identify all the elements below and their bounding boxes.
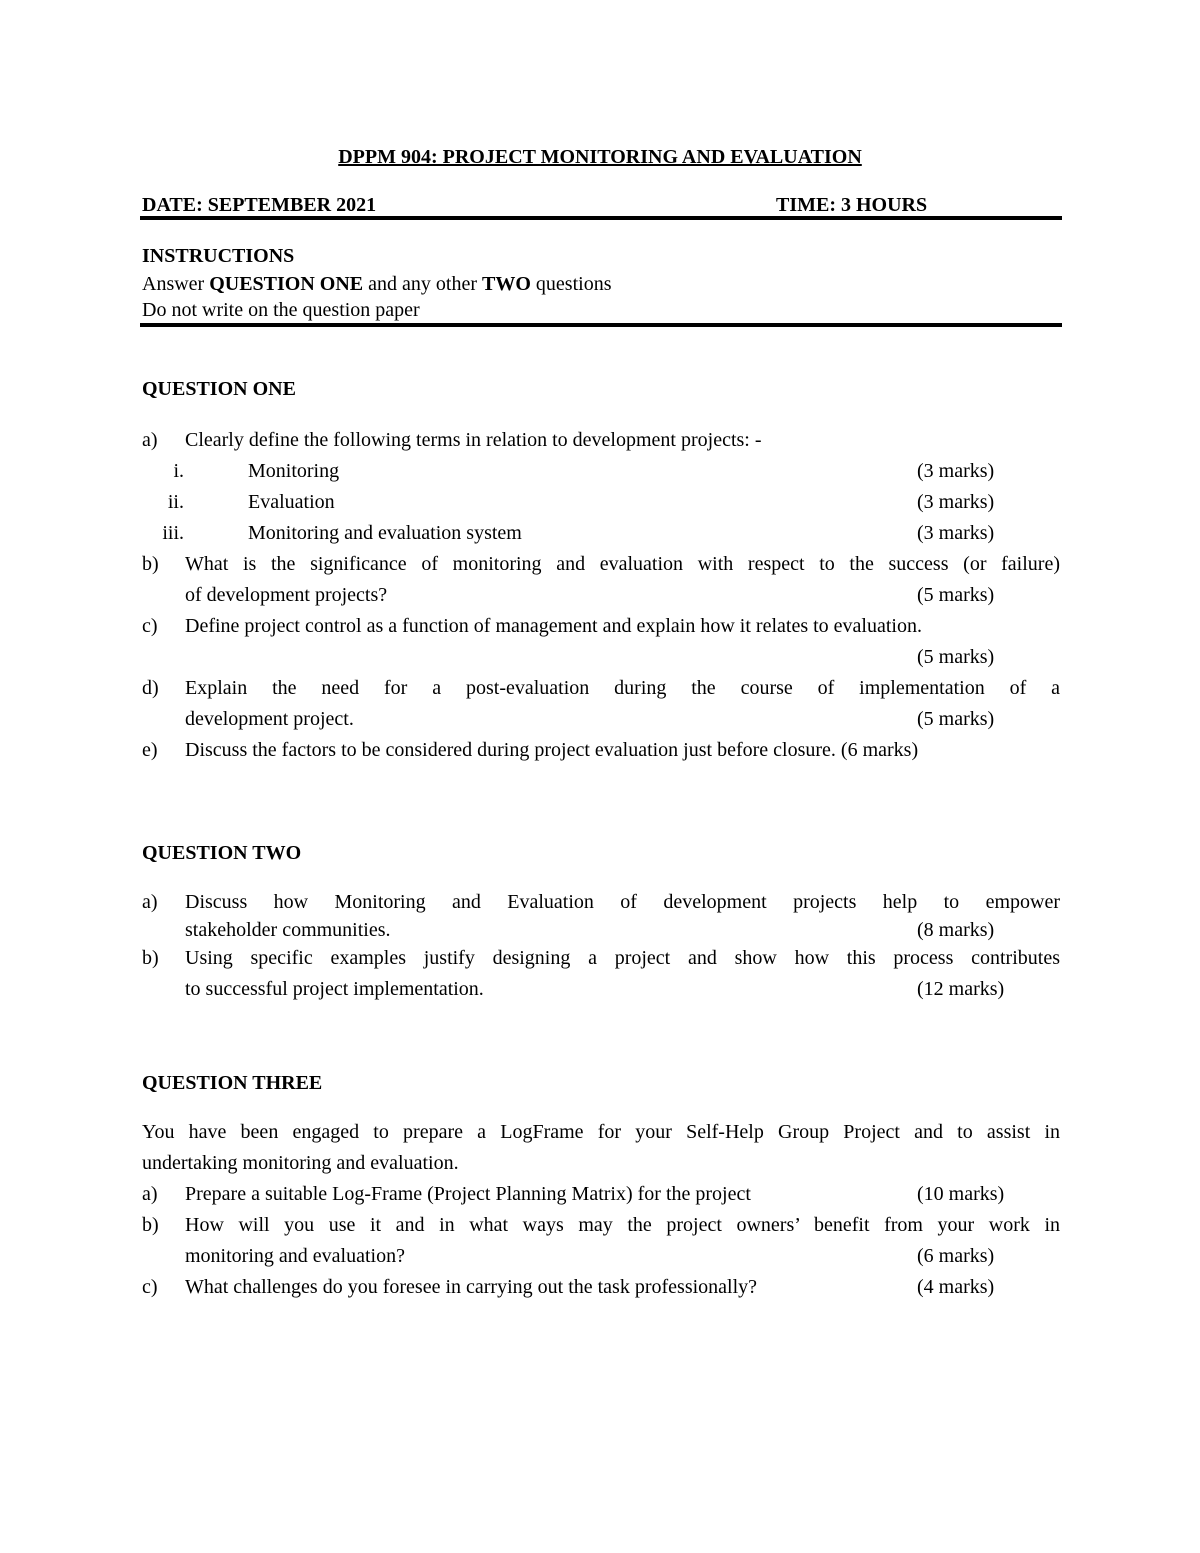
instr-text: and any other bbox=[363, 273, 483, 295]
q3-item-c bbox=[142, 1272, 1062, 1303]
item-text: Using specific examples justify designing a project and show how this process contributes bbox=[185, 947, 1060, 969]
q1-item-d bbox=[142, 673, 1062, 704]
marks-label: (5 marks) bbox=[917, 708, 995, 730]
question-three-heading: QUESTION THREE bbox=[142, 1072, 323, 1094]
item-text: Discuss the factors to be considered during project evaluation just before closure. (6 marks) bbox=[185, 739, 919, 761]
item-label: a) bbox=[142, 429, 158, 451]
item-text: stakeholder communities. bbox=[185, 919, 391, 941]
question-two-heading: QUESTION TWO bbox=[142, 842, 302, 864]
exam-title: DPPM 904: PROJECT MONITORING AND EVALUATION bbox=[338, 146, 862, 168]
q1-item-a-i bbox=[142, 456, 1062, 487]
item-text: monitoring and evaluation? bbox=[185, 1245, 405, 1267]
marks-label: (5 marks) bbox=[917, 646, 995, 668]
instructions-line-2: Do not write on the question paper bbox=[142, 299, 420, 321]
question-one-section bbox=[142, 374, 1062, 766]
item-text: What challenges do you foresee in carrying out the task professionally? bbox=[185, 1276, 758, 1298]
q1-item-c bbox=[142, 611, 1062, 642]
instructions-divider bbox=[140, 323, 1062, 327]
item-label: c) bbox=[142, 1276, 158, 1298]
marks-label: (3 marks) bbox=[917, 460, 995, 482]
marks-label: (5 marks) bbox=[917, 584, 995, 606]
q3-intro-line-1 bbox=[142, 1117, 1062, 1148]
q2-item-b bbox=[142, 943, 1062, 974]
item-label: b) bbox=[142, 553, 159, 575]
item-label: b) bbox=[142, 947, 159, 969]
q1-item-a-ii bbox=[142, 487, 1062, 518]
item-text: Discuss how Monitoring and Evaluation of development projects help to empower bbox=[185, 891, 1060, 913]
marks-label: (6 marks) bbox=[917, 1245, 995, 1267]
instructions-section bbox=[142, 241, 1062, 326]
item-text: Prepare a suitable Log-Frame (Project Planning Matrix) for the project bbox=[185, 1183, 751, 1205]
item-text: Explain the need for a post-evaluation during the course of implementation of a bbox=[185, 677, 1060, 699]
marks-label: (8 marks) bbox=[917, 919, 995, 941]
q1-item-a-iii bbox=[142, 518, 1062, 549]
q3-item-b bbox=[142, 1210, 1062, 1241]
q1-item-a bbox=[142, 425, 1062, 456]
item-label: b) bbox=[142, 1214, 159, 1236]
subitem-text: Monitoring and evaluation system bbox=[248, 522, 522, 544]
q1-item-d-cont bbox=[142, 704, 1062, 735]
instr-bold-question-one: QUESTION ONE bbox=[209, 273, 364, 295]
item-text: development project. bbox=[185, 708, 354, 730]
subitem-label: ii. bbox=[167, 491, 184, 513]
item-label: a) bbox=[142, 1183, 158, 1205]
intro-text: undertaking monitoring and evaluation. bbox=[142, 1152, 459, 1174]
subitem-text: Monitoring bbox=[248, 460, 340, 482]
q2-item-a bbox=[142, 887, 1062, 915]
q2-item-b-cont bbox=[142, 974, 1062, 1005]
marks-label: (3 marks) bbox=[917, 491, 995, 513]
instr-text: Answer bbox=[142, 273, 210, 295]
instr-bold-two: TWO bbox=[482, 273, 531, 295]
q1-item-b bbox=[142, 549, 1062, 580]
item-label: e) bbox=[142, 739, 158, 761]
item-text: What is the significance of monitoring and evaluation with respect to the success (or failure) bbox=[185, 553, 1060, 575]
item-text: How will you use it and in what ways may the project owners’ benefit from your work in bbox=[185, 1214, 1060, 1236]
marks-label: (3 marks) bbox=[917, 522, 995, 544]
item-text: Clearly define the following terms in relation to development projects: - bbox=[185, 429, 762, 451]
instr-text: questions bbox=[530, 273, 612, 295]
question-one-heading: QUESTION ONE bbox=[142, 378, 296, 400]
question-three-section bbox=[142, 1068, 1062, 1303]
q3-item-a bbox=[142, 1179, 1062, 1210]
header-divider bbox=[140, 216, 1062, 220]
marks-label: (10 marks) bbox=[917, 1183, 1005, 1205]
item-label: d) bbox=[142, 677, 159, 699]
item-label: a) bbox=[142, 891, 158, 913]
exam-time: TIME: 3 HOURS bbox=[776, 194, 928, 216]
item-label: c) bbox=[142, 615, 158, 637]
q1-item-c-marks bbox=[142, 642, 1062, 673]
instructions-heading: INSTRUCTIONS bbox=[142, 245, 295, 267]
q1-item-e bbox=[142, 735, 1062, 766]
q3-intro-line-2 bbox=[142, 1148, 1062, 1179]
question-two-section bbox=[142, 838, 1062, 1005]
item-text: to successful project implementation. bbox=[185, 978, 484, 1000]
q1-item-b-cont bbox=[142, 580, 1062, 611]
subitem-label: iii. bbox=[162, 522, 184, 544]
marks-label: (4 marks) bbox=[917, 1276, 995, 1298]
subitem-text: Evaluation bbox=[248, 491, 335, 513]
item-text: of development projects? bbox=[185, 584, 388, 606]
subitem-label: i. bbox=[173, 460, 184, 482]
intro-text: You have been engaged to prepare a LogFrame for your Self-Help Group Project and to assist in bbox=[142, 1121, 1060, 1143]
marks-label: (12 marks) bbox=[917, 978, 1005, 1000]
item-text: Define project control as a function of management and explain how it relates to evaluation. bbox=[185, 615, 922, 637]
q3-item-b-cont bbox=[142, 1241, 1062, 1272]
exam-date: DATE: SEPTEMBER 2021 bbox=[142, 194, 377, 216]
q2-item-a-cont bbox=[142, 915, 1062, 943]
